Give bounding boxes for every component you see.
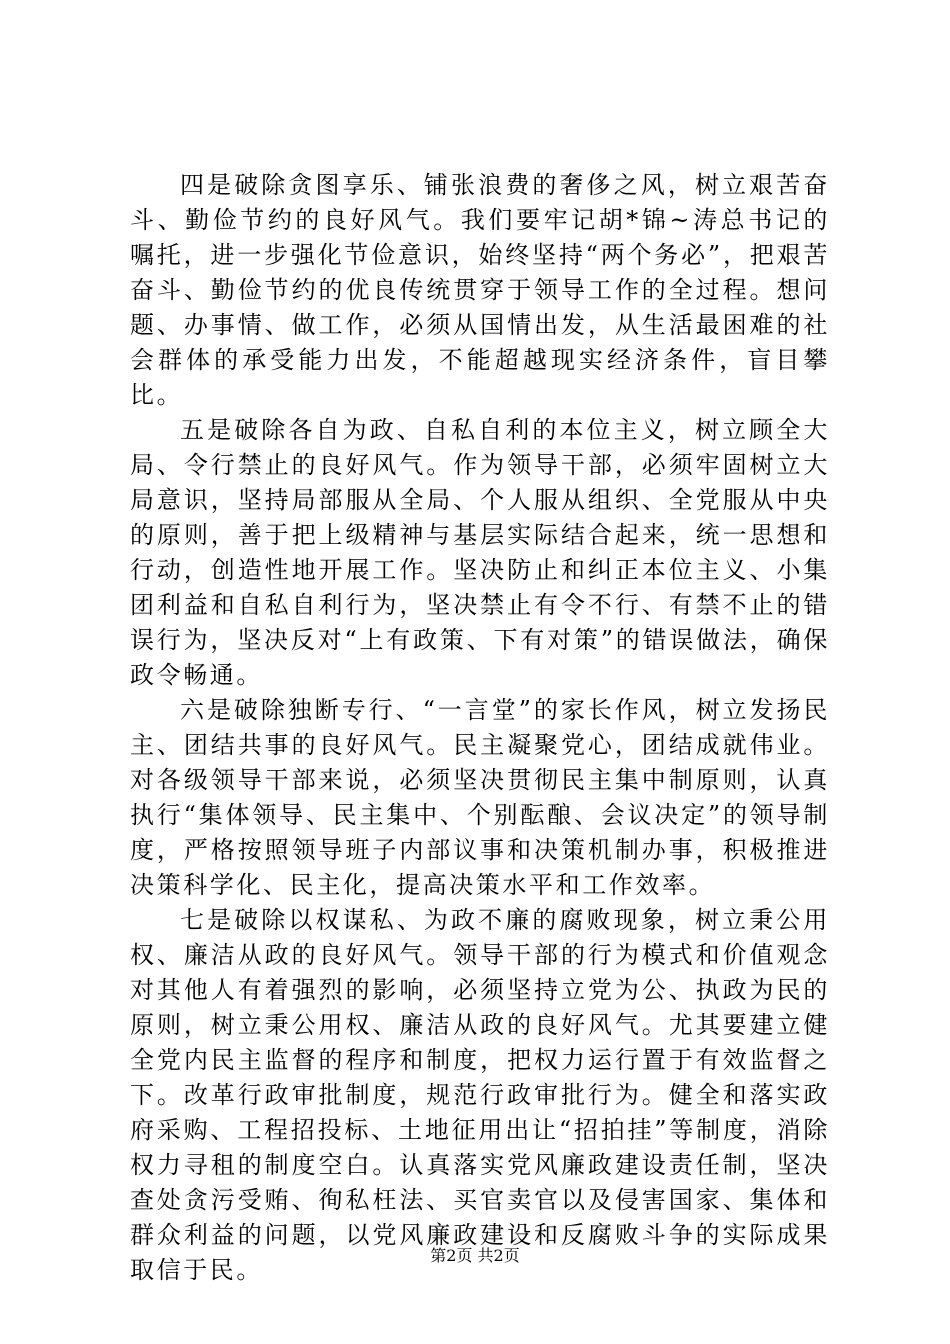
page-number-footer: 第2页 共2页 — [430, 1246, 520, 1265]
paragraph-four: 四是破除贪图享乐、铺张浪费的奢侈之风，树立艰苦奋斗、勤俭节约的良好风气。我们要牢记胡*锦~涛总书记的嘱托，进一步强化节俭意识，始终坚持“两个务必”，把艰苦奋斗、勤俭节约的优良传统贯穿于领导工作的全过程。想问题、办事情、做工作，必须从国情出发，从生活最困难的社会群体的承受能力出发，不能超越现实经济条件，盲目攀比。 — [130, 171, 830, 409]
paragraph-six: 六是破除独断专行、“一言堂”的家长作风，树立发扬民主、团结共事的良好风气。民主凝聚党心，团结成就伟业。对各级领导干部来说，必须坚决贯彻民主集中制原则，认真执行“集体领导、民主集中、个别酝酿、会议决定”的领导制度，严格按照领导班子内部议事和决策机制办事，积极推进决策科学化、民主化，提高决策水平和工作效率。 — [130, 696, 830, 899]
document-body — [130, 168, 830, 1288]
paragraph-seven: 七是破除以权谋私、为政不廉的腐败现象，树立秉公用权、廉洁从政的良好风气。领导干部的行为模式和价值观念对其他人有着强烈的影响，必须坚持立党为公、执政为民的原则，树立秉公用权、廉洁从政的良好风气。尤其要建立健全党内民主监督的程序和制度，把权力运行置于有效监督之下。改革行政审批制度，规范行政审批行为。健全和落实政府采购、工程招投标、土地征用出让“招拍挂”等制度，消除权力寻租的制度空白。认真落实党风廉政建设责任制，坚决查处贪污受贿、徇私枉法、买官卖官以及侵害国家、集体和群众利益的问题，以党风廉政建设和反腐败斗争的实际成果取信于民。 — [130, 906, 830, 1284]
paragraph-five: 五是破除各自为政、自私自利的本位主义，树立顾全大局、令行禁止的良好风气。作为领导干部，必须牢固树立大局意识，坚持局部服从全局、个人服从组织、全党服从中央的原则，善于把上级精神与基层实际结合起来，统一思想和行动，创造性地开展工作。坚决防止和纠正本位主义、小集团利益和自私自利行为，坚决禁止有令不行、有禁不止的错误行为，坚决反对“上有政策、下有对策”的错误做法，确保政令畅通。 — [130, 416, 830, 689]
